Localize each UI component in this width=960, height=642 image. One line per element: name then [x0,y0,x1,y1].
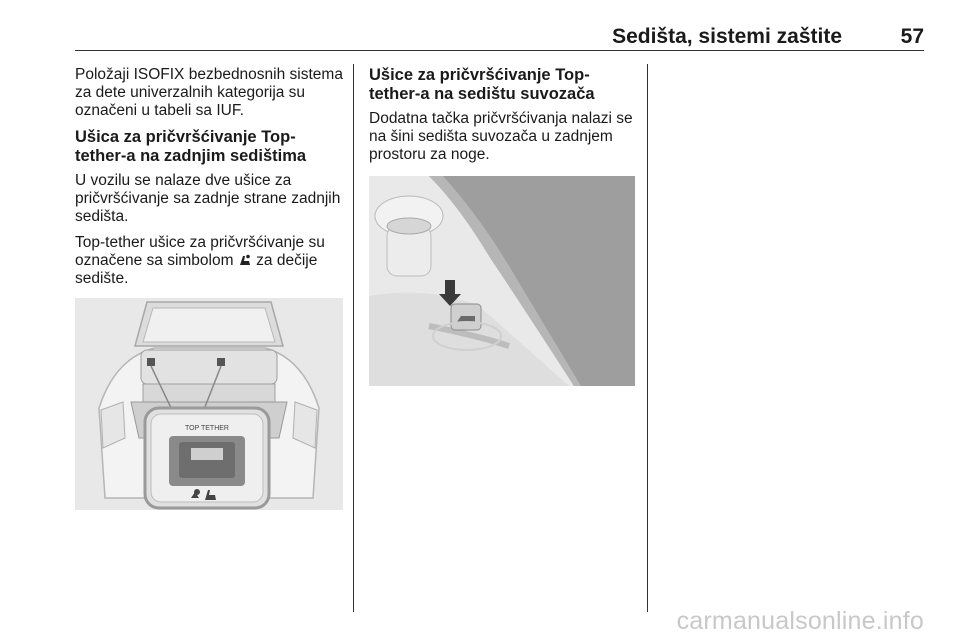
section-title: Sedišta, sistemi zaštite [612,25,842,48]
rear-tether-heading: Ušica za pričvršćivanje Top-tether-a na zadnjim sedištima [75,128,307,165]
top-tether-label: TOP TETHER [185,425,229,432]
car-rear-illustration [75,298,343,510]
paragraph-text-after-icon: za dečije sedište. [75,252,318,287]
car-rear-figure [75,298,343,510]
child-seat-tether-icon [238,253,252,267]
passenger-seat-tether-paragraph: Dodatna tačka pričvršćivanja nalazi se na šini sedišta suvozača u zadnjem prostoru za noge. [369,110,633,163]
column-middle [369,66,635,386]
column-divider-1 [353,64,354,612]
intro-paragraph: Položaji ISOFIX bezbednosnih sistema za dete univerzalnih kategorija su označeni u tabeli sa IUF. [75,66,343,119]
page-number: 57 [900,25,924,48]
rear-tether-paragraph-2 [75,234,343,288]
seat-rail-illustration [369,176,635,386]
paragraph-text-before-icon: Top-tether ušice za pričvršćivanje su označene sa simbolom [75,234,325,269]
rear-tether-paragraph-1: U vozilu se nalaze dve ušice za pričvršćivanje sa zadnje strane zadnjih sedišta. [75,172,341,225]
passenger-seat-tether-heading: Ušice za pričvršćivanje Top-tether-a na sedištu suvozača [369,66,595,103]
header-rule [75,50,924,51]
column-divider-2 [647,64,648,612]
column-left [75,66,343,510]
seat-rail-figure [369,176,635,386]
watermark: carmanualsonline.info [676,607,924,635]
